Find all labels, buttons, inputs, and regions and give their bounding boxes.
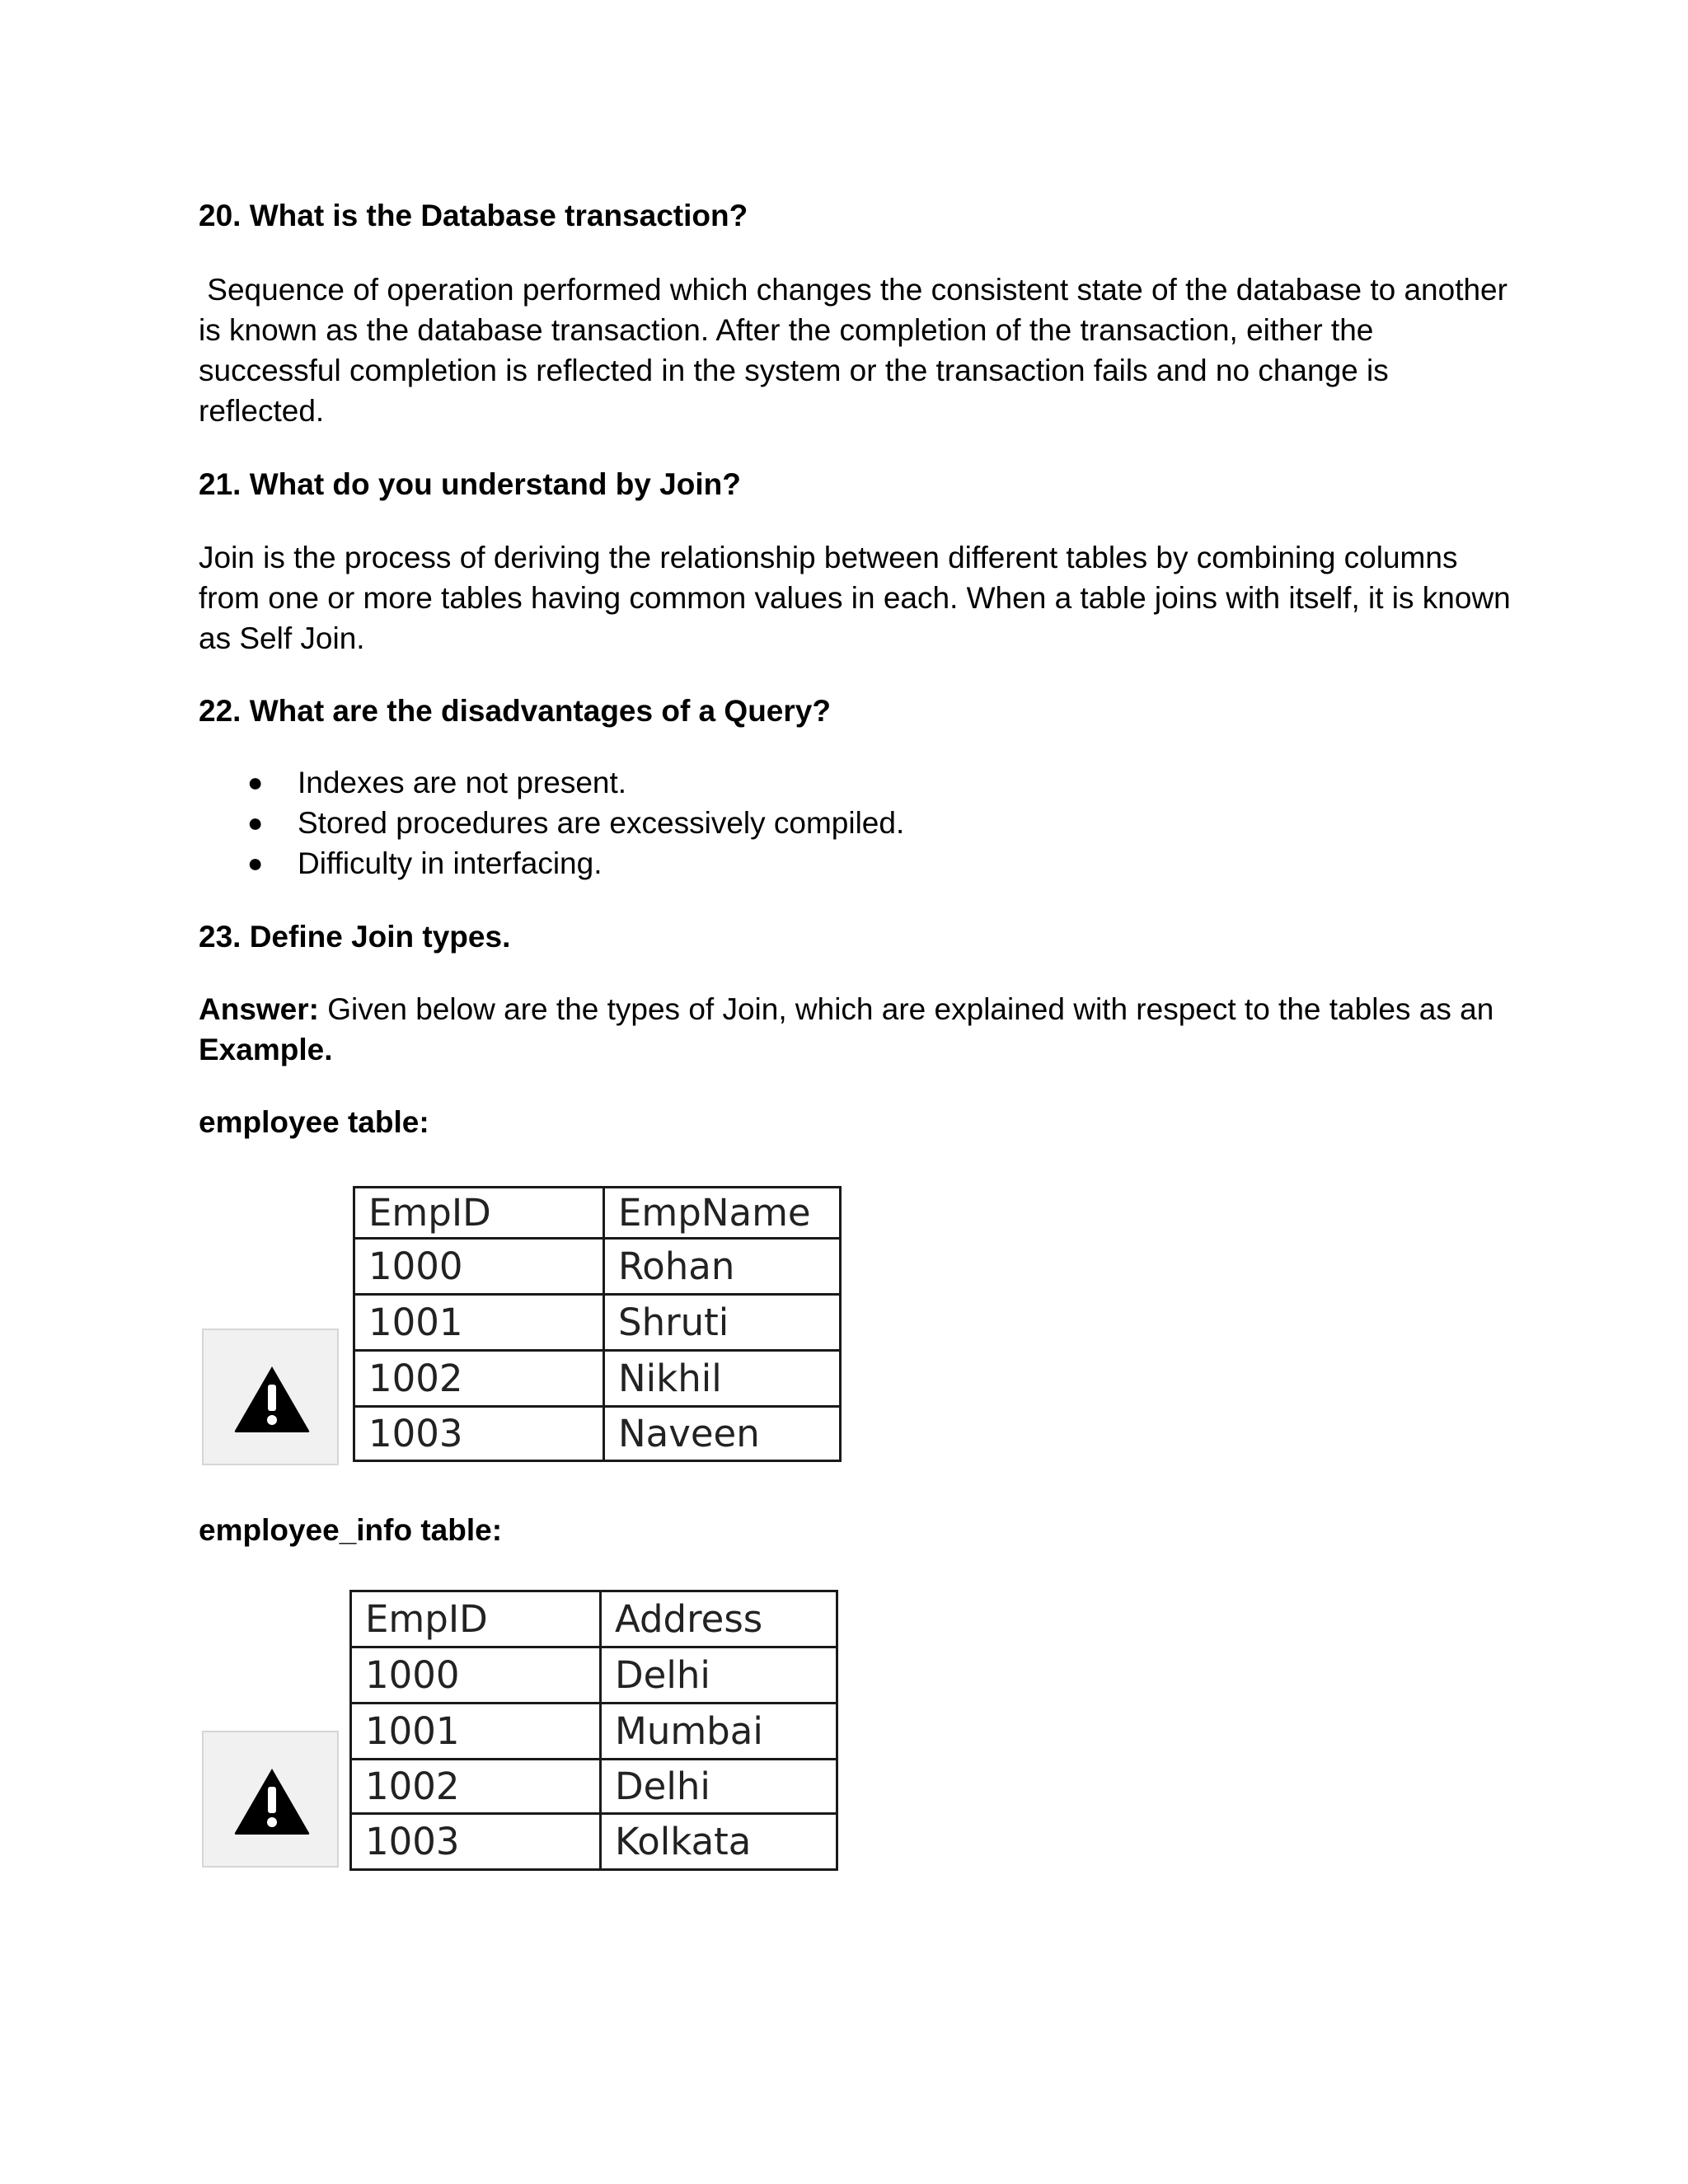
employee-table [353, 1186, 842, 1462]
column-header: EmpID [354, 1188, 604, 1239]
answer-text: Given below are the types of Join, which are explained with respect to the tables as an [318, 992, 1503, 1026]
answer-tail: Example. [199, 1033, 333, 1066]
column-header: EmpName [604, 1188, 841, 1239]
table-cell: Kolkata [601, 1814, 837, 1870]
table-row [351, 1814, 837, 1870]
q20-body: Sequence of operation performed which changes the consistent state of the database to another is known as the database transaction. After the completion of the transaction, either the successful completion is reflected in the system or the transaction fails and no change is reflected. [199, 273, 1517, 428]
q22-heading: 22. What are the disadvantages of a Query? [199, 694, 831, 728]
column-header: EmpID [351, 1591, 601, 1647]
table-row [351, 1760, 837, 1814]
warning-icon [233, 1767, 311, 1836]
table-cell: 1002 [354, 1351, 604, 1407]
table-cell: Delhi [601, 1647, 837, 1704]
q23-answer [199, 989, 1517, 1070]
table-row [354, 1295, 841, 1351]
table-cell: 1001 [354, 1295, 604, 1351]
q20-heading: 20. What is the Database transaction? [199, 199, 748, 232]
table-row [354, 1351, 841, 1407]
broken-image-placeholder [202, 1329, 339, 1465]
q21-body: Join is the process of deriving the relationship between different tables by combining columns from one or more tables having common values in each. When a table joins with itself, it is known as Self Join. [199, 541, 1511, 655]
bullet-icon: ● [247, 767, 264, 797]
q22-bullet-list [199, 762, 904, 883]
q21-heading: 21. What do you understand by Join? [199, 467, 741, 501]
q23-heading: 23. Define Join types. [199, 920, 511, 954]
list-item [199, 803, 904, 843]
table-cell: 1000 [354, 1239, 604, 1295]
list-item-text: Indexes are not present. [298, 766, 627, 799]
table-cell: 1003 [354, 1407, 604, 1461]
warning-icon [233, 1365, 311, 1434]
table-row [354, 1407, 841, 1461]
table-cell: Delhi [601, 1760, 837, 1814]
list-item [199, 843, 904, 883]
table-cell: Shruti [604, 1295, 841, 1351]
list-item-text: Stored procedures are excessively compiled. [298, 806, 905, 840]
table-row [351, 1704, 837, 1760]
table-header-row [351, 1591, 837, 1647]
table-header-row [354, 1188, 841, 1239]
list-item-text: Difficulty in interfacing. [298, 846, 603, 880]
table-row [351, 1647, 837, 1704]
list-item [199, 762, 904, 803]
bullet-icon: ● [247, 848, 264, 878]
broken-image-placeholder [202, 1731, 339, 1868]
employee-info-table [349, 1590, 838, 1871]
table-cell: 1001 [351, 1704, 601, 1760]
employee-table-label: employee table: [199, 1105, 429, 1139]
table-cell: 1003 [351, 1814, 601, 1870]
column-header: Address [601, 1591, 837, 1647]
table-cell: Mumbai [601, 1704, 837, 1760]
table-cell: Rohan [604, 1239, 841, 1295]
table-cell: Naveen [604, 1407, 841, 1461]
table-cell: 1000 [351, 1647, 601, 1704]
employee-info-table-label: employee_info table: [199, 1513, 503, 1547]
answer-label: Answer: [199, 992, 319, 1026]
table-cell: Nikhil [604, 1351, 841, 1407]
table-row [354, 1239, 841, 1295]
bullet-icon: ● [247, 808, 264, 837]
table-cell: 1002 [351, 1760, 601, 1814]
